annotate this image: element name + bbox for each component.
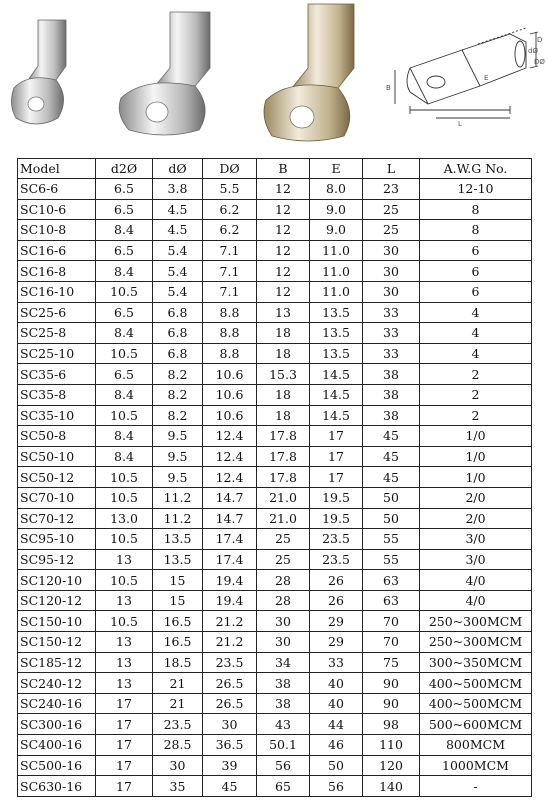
E-cell: 17 xyxy=(310,467,363,488)
d-cell: 11.2 xyxy=(153,508,203,529)
table-row xyxy=(18,179,532,200)
D-cell: 19.4 xyxy=(203,570,257,591)
model-cell: SC400-16 xyxy=(18,735,96,756)
diagram-label-D: D xyxy=(537,36,543,44)
B-cell: 12 xyxy=(257,240,310,261)
B-cell: 43 xyxy=(257,714,310,735)
E-cell: 17 xyxy=(310,446,363,467)
awg-cell: 3/0 xyxy=(420,549,532,570)
cable-lug-small-image xyxy=(8,18,78,128)
header-d-diameter: dØ xyxy=(153,159,203,179)
awg-cell: 400~500MCM xyxy=(420,673,532,694)
L-cell: 90 xyxy=(363,673,420,694)
d2-cell: 6.5 xyxy=(96,179,153,200)
d2-cell: 6.5 xyxy=(96,302,153,323)
d-cell: 8.2 xyxy=(153,384,203,405)
d2-cell: 8.4 xyxy=(96,220,153,241)
B-cell: 30 xyxy=(257,632,310,653)
E-cell: 19.5 xyxy=(310,487,363,508)
table-row xyxy=(18,570,532,591)
model-cell: SC240-12 xyxy=(18,673,96,694)
header-L: L xyxy=(363,159,420,179)
model-cell: SC630-16 xyxy=(18,776,96,797)
d-cell: 9.5 xyxy=(153,426,203,447)
D-cell: 12.4 xyxy=(203,467,257,488)
table-row xyxy=(18,529,532,550)
L-cell: 98 xyxy=(363,714,420,735)
table-row xyxy=(18,735,532,756)
d2-cell: 13 xyxy=(96,673,153,694)
D-cell: 21.2 xyxy=(203,632,257,653)
d-cell: 15 xyxy=(153,590,203,611)
L-cell: 38 xyxy=(363,405,420,426)
d-cell: 5.4 xyxy=(153,261,203,282)
L-cell: 120 xyxy=(363,755,420,776)
cable-lug-spec-table xyxy=(17,158,532,797)
E-cell: 13.5 xyxy=(310,302,363,323)
B-cell: 17.8 xyxy=(257,446,310,467)
awg-cell: 2/0 xyxy=(420,508,532,529)
E-cell: 13.5 xyxy=(310,323,363,344)
B-cell: 56 xyxy=(257,755,310,776)
d2-cell: 6.5 xyxy=(96,364,153,385)
E-cell: 26 xyxy=(310,570,363,591)
d-cell: 15 xyxy=(153,570,203,591)
awg-cell: 4/0 xyxy=(420,590,532,611)
awg-cell: 500~600MCM xyxy=(420,714,532,735)
d-cell: 21 xyxy=(153,693,203,714)
d-cell: 4.5 xyxy=(153,199,203,220)
L-cell: 50 xyxy=(363,508,420,529)
L-cell: 140 xyxy=(363,776,420,797)
awg-cell: 2 xyxy=(420,405,532,426)
diagram-label-d: dØ xyxy=(528,47,538,55)
model-cell: SC300-16 xyxy=(18,714,96,735)
E-cell: 14.5 xyxy=(310,405,363,426)
awg-cell: 250~300MCM xyxy=(420,611,532,632)
D-cell: 5.5 xyxy=(203,179,257,200)
header-model: Model xyxy=(18,159,96,179)
product-photo-strip xyxy=(0,0,548,150)
d2-cell: 17 xyxy=(96,693,153,714)
d2-cell: 10.5 xyxy=(96,343,153,364)
d2-cell: 6.5 xyxy=(96,240,153,261)
header-E: E xyxy=(310,159,363,179)
B-cell: 21.0 xyxy=(257,508,310,529)
model-cell: SC70-10 xyxy=(18,487,96,508)
diagram-label-B: B xyxy=(386,84,391,92)
awg-cell: 4 xyxy=(420,302,532,323)
d-cell: 16.5 xyxy=(153,632,203,653)
d-cell: 13.5 xyxy=(153,549,203,570)
table-row xyxy=(18,632,532,653)
awg-cell: 8 xyxy=(420,199,532,220)
L-cell: 38 xyxy=(363,384,420,405)
D-cell: 6.2 xyxy=(203,220,257,241)
d2-cell: 13 xyxy=(96,590,153,611)
D-cell: 7.1 xyxy=(203,261,257,282)
E-cell: 40 xyxy=(310,673,363,694)
d-cell: 8.2 xyxy=(153,405,203,426)
awg-cell: 1000MCM xyxy=(420,755,532,776)
model-cell: SC50-12 xyxy=(18,467,96,488)
model-cell: SC35-8 xyxy=(18,384,96,405)
L-cell: 75 xyxy=(363,652,420,673)
d-cell: 18.5 xyxy=(153,652,203,673)
B-cell: 17.8 xyxy=(257,426,310,447)
B-cell: 12 xyxy=(257,199,310,220)
D-cell: 7.1 xyxy=(203,240,257,261)
d2-cell: 13 xyxy=(96,632,153,653)
d-cell: 6.8 xyxy=(153,323,203,344)
table-row xyxy=(18,261,532,282)
D-cell: 12.4 xyxy=(203,446,257,467)
D-cell: 8.8 xyxy=(203,343,257,364)
awg-cell: 1/0 xyxy=(420,426,532,447)
D-cell: 36.5 xyxy=(203,735,257,756)
table-header-row xyxy=(18,159,532,179)
table-row xyxy=(18,384,532,405)
awg-cell: 12-10 xyxy=(420,179,532,200)
B-cell: 25 xyxy=(257,549,310,570)
awg-cell: 250~300MCM xyxy=(420,632,532,653)
B-cell: 12 xyxy=(257,281,310,302)
D-cell: 14.7 xyxy=(203,487,257,508)
model-cell: SC120-12 xyxy=(18,590,96,611)
d2-cell: 13.0 xyxy=(96,508,153,529)
D-cell: 23.5 xyxy=(203,652,257,673)
awg-cell: 2 xyxy=(420,384,532,405)
L-cell: 70 xyxy=(363,611,420,632)
table-row xyxy=(18,364,532,385)
d2-cell: 17 xyxy=(96,755,153,776)
d-cell: 8.2 xyxy=(153,364,203,385)
lug-dimension-diagram xyxy=(380,20,545,135)
model-cell: SC10-8 xyxy=(18,220,96,241)
awg-cell: 300~350MCM xyxy=(420,652,532,673)
B-cell: 25 xyxy=(257,529,310,550)
awg-cell: 800MCM xyxy=(420,735,532,756)
B-cell: 28 xyxy=(257,590,310,611)
d2-cell: 8.4 xyxy=(96,426,153,447)
E-cell: 23.5 xyxy=(310,529,363,550)
E-cell: 19.5 xyxy=(310,508,363,529)
d-cell: 5.4 xyxy=(153,240,203,261)
awg-cell: 4 xyxy=(420,343,532,364)
table-row xyxy=(18,549,532,570)
L-cell: 23 xyxy=(363,179,420,200)
D-cell: 17.4 xyxy=(203,529,257,550)
D-cell: 21.2 xyxy=(203,611,257,632)
model-cell: SC70-12 xyxy=(18,508,96,529)
table-row xyxy=(18,302,532,323)
d-cell: 11.2 xyxy=(153,487,203,508)
E-cell: 14.5 xyxy=(310,364,363,385)
B-cell: 50.1 xyxy=(257,735,310,756)
d-cell: 6.8 xyxy=(153,302,203,323)
D-cell: 7.1 xyxy=(203,281,257,302)
L-cell: 63 xyxy=(363,590,420,611)
d2-cell: 10.5 xyxy=(96,570,153,591)
L-cell: 30 xyxy=(363,261,420,282)
awg-cell: - xyxy=(420,776,532,797)
d2-cell: 17 xyxy=(96,776,153,797)
E-cell: 26 xyxy=(310,590,363,611)
D-cell: 12.4 xyxy=(203,426,257,447)
E-cell: 23.5 xyxy=(310,549,363,570)
D-cell: 14.7 xyxy=(203,508,257,529)
d-cell: 35 xyxy=(153,776,203,797)
table-row xyxy=(18,281,532,302)
model-cell: SC185-12 xyxy=(18,652,96,673)
d2-cell: 10.5 xyxy=(96,487,153,508)
d2-cell: 10.5 xyxy=(96,611,153,632)
L-cell: 25 xyxy=(363,220,420,241)
E-cell: 33 xyxy=(310,652,363,673)
L-cell: 33 xyxy=(363,302,420,323)
d-cell: 13.5 xyxy=(153,529,203,550)
d-cell: 4.5 xyxy=(153,220,203,241)
diagram-label-E: E xyxy=(484,74,489,82)
D-cell: 39 xyxy=(203,755,257,776)
L-cell: 45 xyxy=(363,446,420,467)
E-cell: 9.0 xyxy=(310,220,363,241)
L-cell: 90 xyxy=(363,693,420,714)
d-cell: 3.8 xyxy=(153,179,203,200)
d2-cell: 8.4 xyxy=(96,261,153,282)
D-cell: 8.8 xyxy=(203,323,257,344)
E-cell: 11.0 xyxy=(310,240,363,261)
model-cell: SC25-8 xyxy=(18,323,96,344)
D-cell: 30 xyxy=(203,714,257,735)
d2-cell: 8.4 xyxy=(96,384,153,405)
diagram-label-L: L xyxy=(458,120,462,128)
D-cell: 6.2 xyxy=(203,199,257,220)
E-cell: 40 xyxy=(310,693,363,714)
B-cell: 18 xyxy=(257,384,310,405)
E-cell: 11.0 xyxy=(310,261,363,282)
D-cell: 10.6 xyxy=(203,405,257,426)
awg-cell: 6 xyxy=(420,261,532,282)
E-cell: 13.5 xyxy=(310,343,363,364)
table-row xyxy=(18,323,532,344)
B-cell: 34 xyxy=(257,652,310,673)
model-cell: SC10-6 xyxy=(18,199,96,220)
L-cell: 33 xyxy=(363,323,420,344)
L-cell: 63 xyxy=(363,570,420,591)
d2-cell: 17 xyxy=(96,735,153,756)
E-cell: 56 xyxy=(310,776,363,797)
L-cell: 55 xyxy=(363,549,420,570)
D-cell: 45 xyxy=(203,776,257,797)
B-cell: 28 xyxy=(257,570,310,591)
model-cell: SC25-10 xyxy=(18,343,96,364)
d2-cell: 8.4 xyxy=(96,446,153,467)
table-row xyxy=(18,343,532,364)
awg-cell: 6 xyxy=(420,240,532,261)
model-cell: SC95-10 xyxy=(18,529,96,550)
d-cell: 23.5 xyxy=(153,714,203,735)
D-cell: 19.4 xyxy=(203,590,257,611)
model-cell: SC16-6 xyxy=(18,240,96,261)
d2-cell: 10.5 xyxy=(96,529,153,550)
d2-cell: 6.5 xyxy=(96,199,153,220)
D-cell: 10.6 xyxy=(203,364,257,385)
table-row xyxy=(18,240,532,261)
E-cell: 29 xyxy=(310,632,363,653)
d2-cell: 17 xyxy=(96,714,153,735)
B-cell: 21.0 xyxy=(257,487,310,508)
cable-lug-medium-image xyxy=(115,8,220,138)
d-cell: 21 xyxy=(153,673,203,694)
model-cell: SC50-10 xyxy=(18,446,96,467)
L-cell: 50 xyxy=(363,487,420,508)
awg-cell: 1/0 xyxy=(420,467,532,488)
d-cell: 28.5 xyxy=(153,735,203,756)
d2-cell: 10.5 xyxy=(96,405,153,426)
model-cell: SC35-10 xyxy=(18,405,96,426)
d-cell: 5.4 xyxy=(153,281,203,302)
table-row xyxy=(18,755,532,776)
E-cell: 9.0 xyxy=(310,199,363,220)
model-cell: SC25-6 xyxy=(18,302,96,323)
table-row xyxy=(18,199,532,220)
awg-cell: 400~500MCM xyxy=(420,693,532,714)
L-cell: 45 xyxy=(363,426,420,447)
model-cell: SC500-16 xyxy=(18,755,96,776)
model-cell: SC95-12 xyxy=(18,549,96,570)
table-row xyxy=(18,508,532,529)
D-cell: 26.5 xyxy=(203,673,257,694)
d2-cell: 8.4 xyxy=(96,323,153,344)
awg-cell: 1/0 xyxy=(420,446,532,467)
table-body xyxy=(18,179,532,797)
diagram-label-D-dia: DØ xyxy=(534,58,545,66)
B-cell: 18 xyxy=(257,343,310,364)
awg-cell: 8 xyxy=(420,220,532,241)
table-row xyxy=(18,590,532,611)
B-cell: 38 xyxy=(257,693,310,714)
d-cell: 9.5 xyxy=(153,467,203,488)
model-cell: SC150-10 xyxy=(18,611,96,632)
d-cell: 16.5 xyxy=(153,611,203,632)
table-row xyxy=(18,405,532,426)
B-cell: 13 xyxy=(257,302,310,323)
model-cell: SC35-6 xyxy=(18,364,96,385)
header-d2-diameter: d2Ø xyxy=(96,159,153,179)
E-cell: 46 xyxy=(310,735,363,756)
table-row xyxy=(18,693,532,714)
table-row xyxy=(18,673,532,694)
L-cell: 30 xyxy=(363,240,420,261)
D-cell: 17.4 xyxy=(203,549,257,570)
E-cell: 50 xyxy=(310,755,363,776)
table-row xyxy=(18,776,532,797)
table-row xyxy=(18,652,532,673)
table-row xyxy=(18,426,532,447)
L-cell: 45 xyxy=(363,467,420,488)
table-row xyxy=(18,467,532,488)
d2-cell: 10.5 xyxy=(96,281,153,302)
L-cell: 25 xyxy=(363,199,420,220)
cable-lug-large-image xyxy=(262,2,362,144)
L-cell: 33 xyxy=(363,343,420,364)
model-cell: SC50-8 xyxy=(18,426,96,447)
header-D-diameter: DØ xyxy=(203,159,257,179)
B-cell: 12 xyxy=(257,179,310,200)
model-cell: SC240-16 xyxy=(18,693,96,714)
E-cell: 29 xyxy=(310,611,363,632)
E-cell: 14.5 xyxy=(310,384,363,405)
header-awg-no: A.W.G No. xyxy=(420,159,532,179)
awg-cell: 3/0 xyxy=(420,529,532,550)
awg-cell: 6 xyxy=(420,281,532,302)
L-cell: 110 xyxy=(363,735,420,756)
B-cell: 12 xyxy=(257,261,310,282)
B-cell: 65 xyxy=(257,776,310,797)
d-cell: 9.5 xyxy=(153,446,203,467)
table-row xyxy=(18,611,532,632)
d2-cell: 13 xyxy=(96,652,153,673)
header-B: B xyxy=(257,159,310,179)
model-cell: SC16-8 xyxy=(18,261,96,282)
E-cell: 17 xyxy=(310,426,363,447)
L-cell: 30 xyxy=(363,281,420,302)
L-cell: 70 xyxy=(363,632,420,653)
table-row xyxy=(18,220,532,241)
B-cell: 18 xyxy=(257,323,310,344)
B-cell: 17.8 xyxy=(257,467,310,488)
awg-cell: 4/0 xyxy=(420,570,532,591)
B-cell: 30 xyxy=(257,611,310,632)
table-row xyxy=(18,446,532,467)
B-cell: 15.3 xyxy=(257,364,310,385)
E-cell: 44 xyxy=(310,714,363,735)
D-cell: 10.6 xyxy=(203,384,257,405)
D-cell: 26.5 xyxy=(203,693,257,714)
table-row xyxy=(18,487,532,508)
B-cell: 18 xyxy=(257,405,310,426)
d-cell: 6.8 xyxy=(153,343,203,364)
D-cell: 8.8 xyxy=(203,302,257,323)
E-cell: 11.0 xyxy=(310,281,363,302)
d-cell: 30 xyxy=(153,755,203,776)
L-cell: 38 xyxy=(363,364,420,385)
d2-cell: 13 xyxy=(96,549,153,570)
model-cell: SC120-10 xyxy=(18,570,96,591)
E-cell: 8.0 xyxy=(310,179,363,200)
awg-cell: 4 xyxy=(420,323,532,344)
model-cell: SC16-10 xyxy=(18,281,96,302)
table-row xyxy=(18,714,532,735)
L-cell: 55 xyxy=(363,529,420,550)
model-cell: SC6-6 xyxy=(18,179,96,200)
B-cell: 12 xyxy=(257,220,310,241)
awg-cell: 2/0 xyxy=(420,487,532,508)
d2-cell: 10.5 xyxy=(96,467,153,488)
awg-cell: 2 xyxy=(420,364,532,385)
model-cell: SC150-12 xyxy=(18,632,96,653)
B-cell: 38 xyxy=(257,673,310,694)
